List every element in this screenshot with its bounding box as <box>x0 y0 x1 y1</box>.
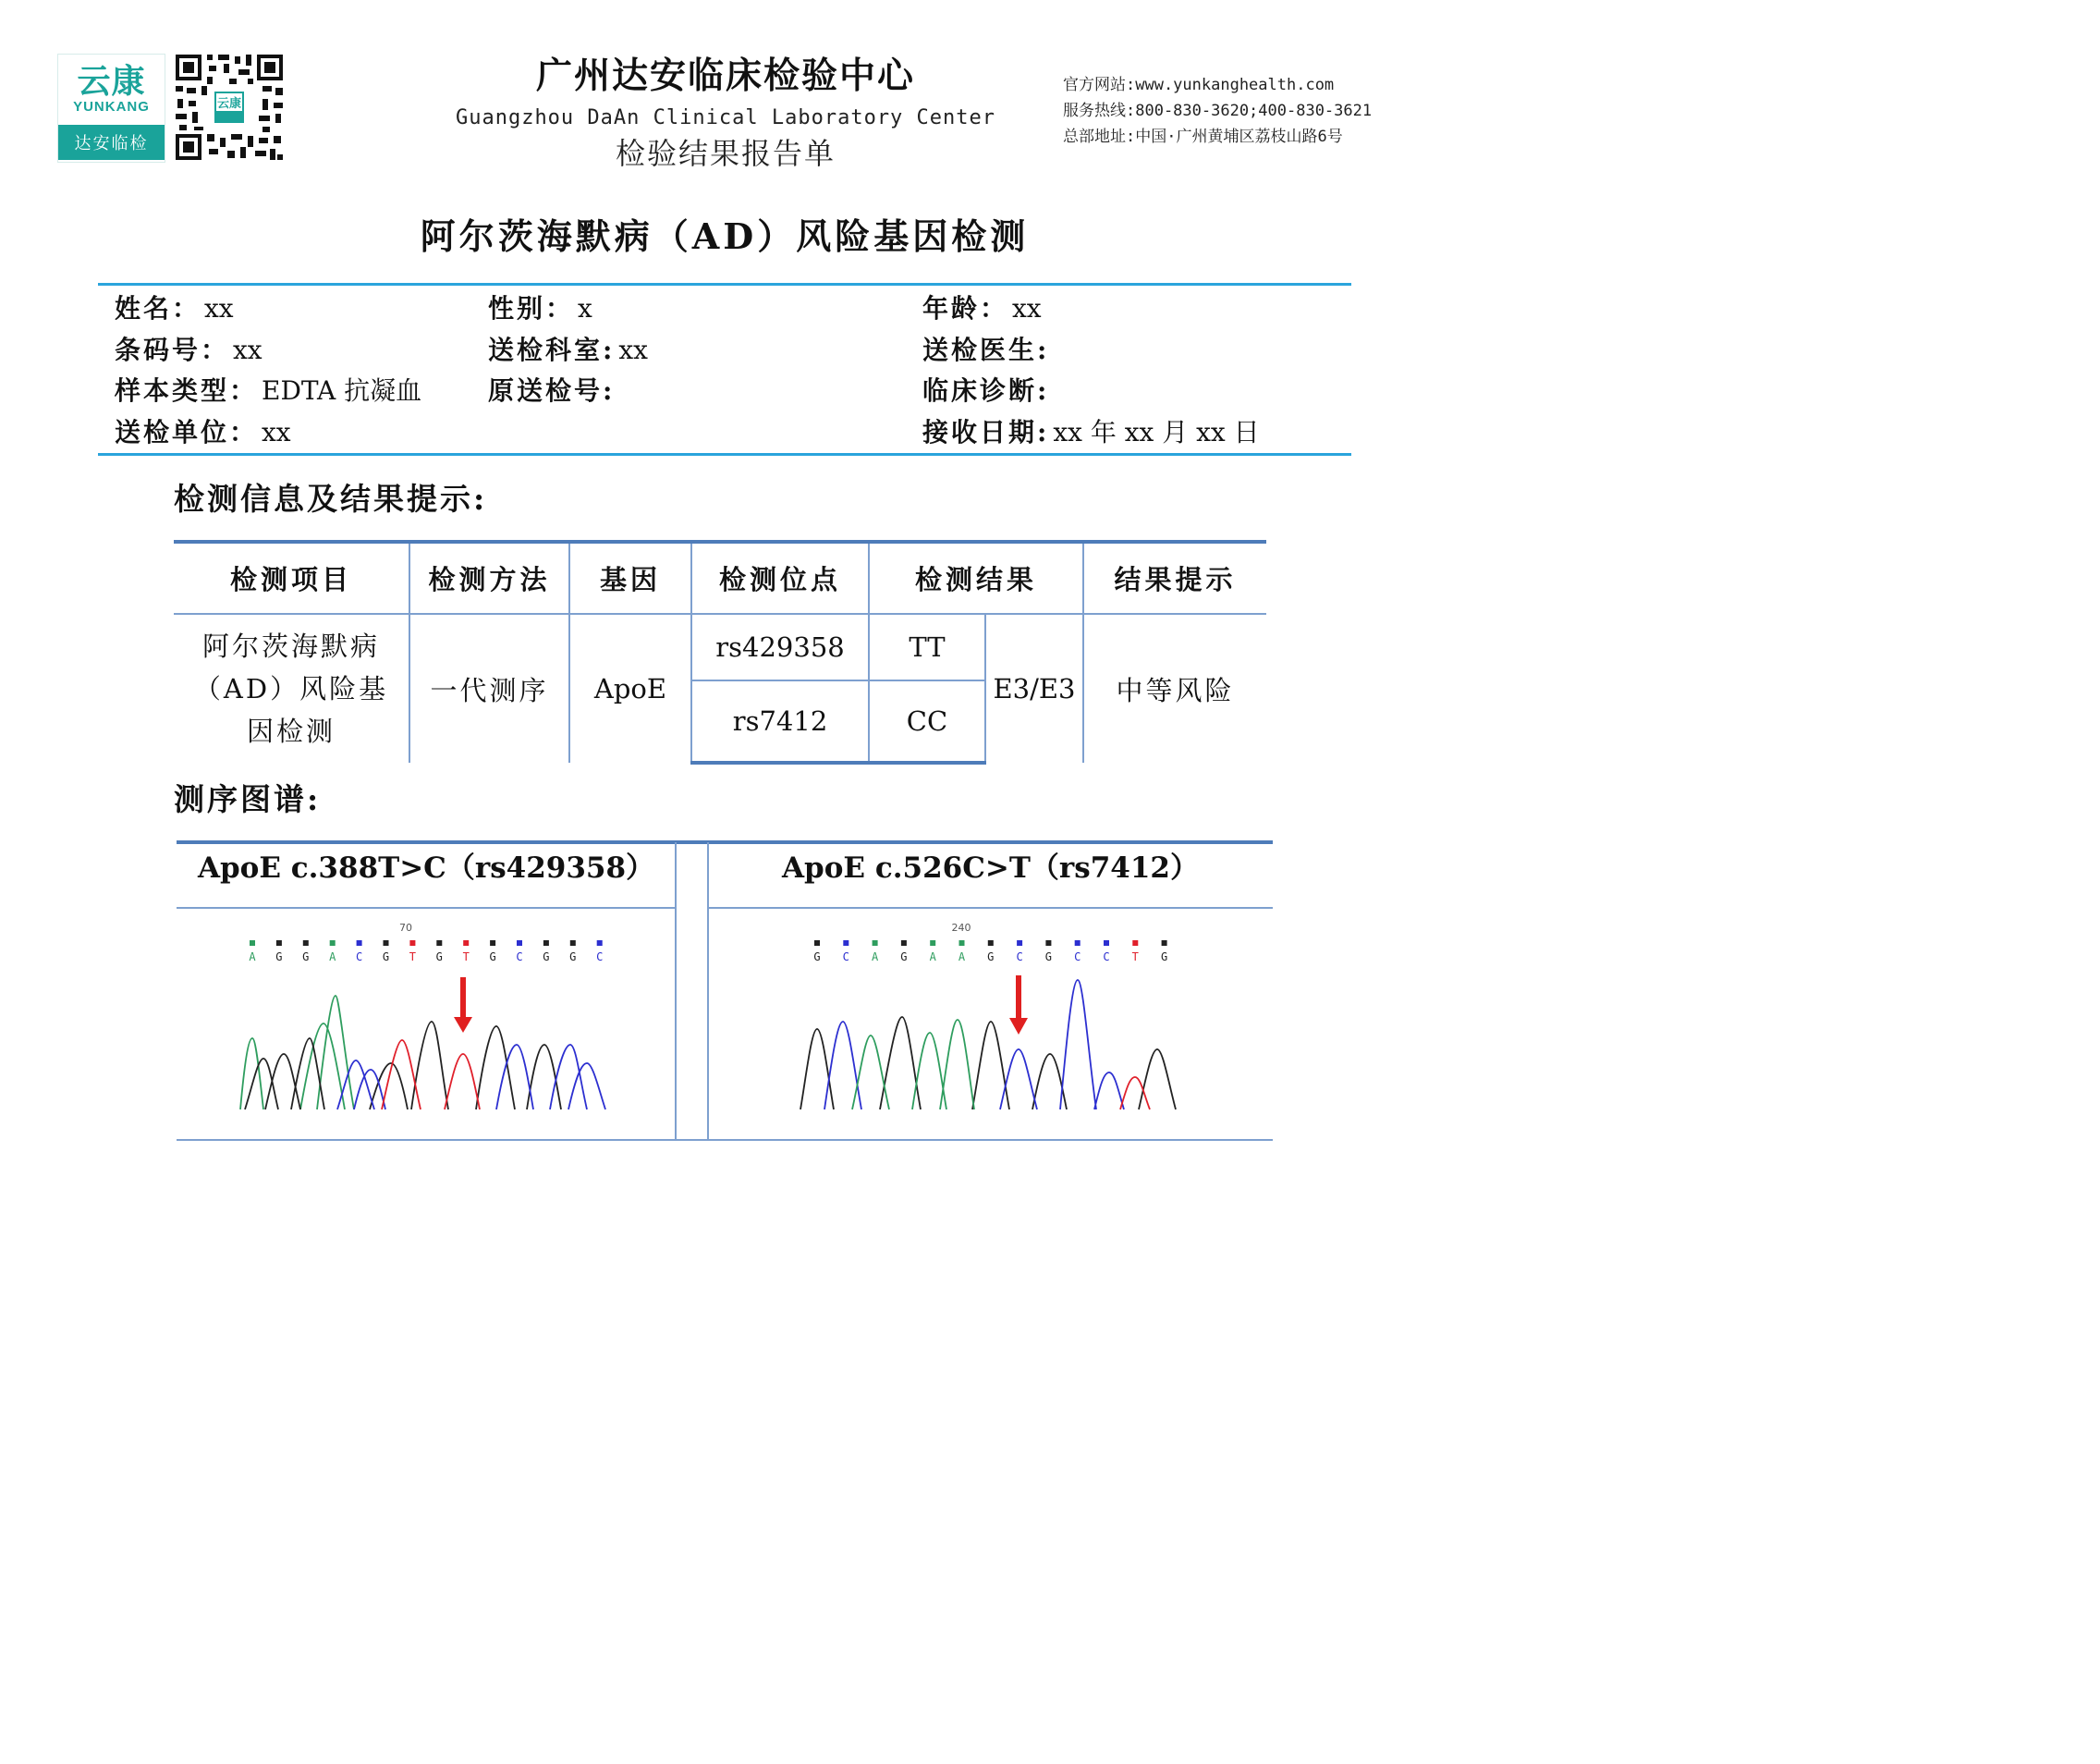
base-marker <box>930 940 935 946</box>
base-marker <box>543 940 549 946</box>
hotline-text: 服务热线:800-830-3620;400-830-3621 <box>1063 102 1373 120</box>
base-letter: A <box>871 950 879 963</box>
info-unit <box>115 414 291 451</box>
seq-right-title: ApoE c.526C>T（rs7412） <box>782 851 1199 885</box>
base-marker <box>1045 940 1051 946</box>
seq-table-bottom-rule <box>177 1139 1273 1141</box>
base-letter: T <box>1131 950 1139 963</box>
base-marker <box>384 940 389 946</box>
cell-site-2: rs7412 <box>691 680 869 763</box>
base-letter: G <box>1160 950 1168 963</box>
base-marker <box>490 940 495 946</box>
base-letter: C <box>516 950 523 963</box>
dept-label: 送检科室: <box>488 335 616 365</box>
base-marker <box>597 940 603 946</box>
base-letter: T <box>409 950 417 963</box>
results-section-title: 检测信息及结果提示: <box>174 481 488 517</box>
info-bottom-rule <box>98 453 1351 456</box>
header-gene: 基因 <box>569 542 691 614</box>
cell-hint: 中等风险 <box>1083 614 1266 763</box>
dept-value: xx <box>618 335 648 365</box>
info-age <box>922 290 1042 327</box>
base-marker <box>873 940 878 946</box>
base-letter: A <box>249 950 256 963</box>
chromatogram-rs429358 <box>236 920 624 1119</box>
table-row <box>174 614 1266 680</box>
trace-blue <box>337 1045 605 1109</box>
cell-gene: ApoE <box>569 614 691 763</box>
base-letter: G <box>987 950 995 963</box>
center-name-cn: 广州达安临床检验中心 <box>535 55 915 97</box>
base-letter: C <box>842 950 849 963</box>
base-marker <box>517 940 522 946</box>
base-letter: G <box>543 950 550 963</box>
red-arrow-icon <box>454 977 472 1033</box>
base-marker <box>988 940 994 946</box>
base-marker <box>843 940 849 946</box>
cell-item <box>174 614 409 763</box>
sex-value: x <box>578 293 592 324</box>
qr-badge-text: 云康 <box>216 97 242 111</box>
base-letter: G <box>302 950 310 963</box>
trace-black <box>245 1022 561 1109</box>
logo-en-text: YUNKANG <box>73 99 150 115</box>
header-hint: 结果提示 <box>1083 542 1266 614</box>
sample-value: EDTA 抗凝血 <box>262 375 422 406</box>
base-letter: G <box>382 950 390 963</box>
barcode-value: xx <box>233 335 262 365</box>
position-label: 240 <box>951 922 971 934</box>
base-letter: A <box>329 950 336 963</box>
cell-site-1: rs429358 <box>691 614 869 680</box>
base-marker <box>1162 940 1167 946</box>
doctor-label: 送检医生: <box>922 335 1050 365</box>
base-marker <box>357 940 362 946</box>
cell-genotype: E3/E3 <box>985 614 1083 763</box>
results-header-row <box>174 542 1266 614</box>
info-sample <box>115 373 421 410</box>
base-calls <box>813 940 1167 963</box>
info-diagnosis <box>922 373 1053 410</box>
item-line: （AD）风险基 <box>193 673 389 704</box>
cell-method: 一代测序 <box>409 614 569 763</box>
base-letter: G <box>275 950 283 963</box>
base-marker <box>1104 940 1109 946</box>
seq-left-title: ApoE c.388T>C（rs429358） <box>197 851 655 885</box>
base-marker <box>303 940 309 946</box>
base-letter: G <box>1044 950 1053 963</box>
item-line: 阿尔茨海默病 <box>201 631 380 662</box>
age-value: xx <box>1012 293 1042 324</box>
barcode-label: 条码号： <box>115 335 230 365</box>
name-value: xx <box>204 293 234 324</box>
date-label: 接收日期: <box>922 417 1050 447</box>
sample-label: 样本类型： <box>115 375 259 406</box>
red-arrow-icon <box>1009 975 1028 1035</box>
base-letter: G <box>900 950 908 963</box>
info-barcode <box>115 332 262 369</box>
unit-value: xx <box>262 417 291 447</box>
base-marker <box>409 940 415 946</box>
info-name <box>115 290 234 327</box>
logo-sub-text: 达安临检 <box>58 125 165 160</box>
name-label: 姓名： <box>115 293 201 324</box>
info-sex <box>488 290 592 327</box>
seq-table-top-rule <box>177 840 1273 844</box>
cell-site-1-result: TT <box>869 614 985 680</box>
header-item: 检测项目 <box>174 542 409 614</box>
base-marker <box>436 940 442 946</box>
base-letter: C <box>1074 950 1081 963</box>
header-method: 检测方法 <box>409 542 569 614</box>
base-marker <box>463 940 469 946</box>
base-letter: G <box>435 950 443 963</box>
info-orig-no <box>488 373 618 410</box>
trace-red <box>382 1040 480 1109</box>
item-line: 因检测 <box>246 716 336 747</box>
qr-code-icon <box>174 53 285 162</box>
info-doctor <box>922 332 1053 369</box>
diagnosis-label: 临床诊断: <box>922 375 1050 406</box>
base-letter: C <box>1016 950 1023 963</box>
seq-left-header-rule <box>177 907 676 909</box>
website-text: 官方网站:www.yunkanghealth.com <box>1063 76 1335 94</box>
base-letter: G <box>569 950 577 963</box>
base-marker <box>276 940 282 946</box>
position-label: 70 <box>399 922 412 934</box>
base-marker <box>814 940 820 946</box>
seq-right-header-rule <box>708 907 1273 909</box>
address-text: 总部地址:中国·广州黄埔区荔枝山路6号 <box>1063 128 1343 146</box>
cell-site-2-result: CC <box>869 680 985 763</box>
base-letter: A <box>929 950 936 963</box>
trace-blue <box>824 980 1124 1109</box>
results-table <box>174 540 1266 765</box>
logo-cn-text: 云康 <box>77 63 146 101</box>
unit-label: 送检单位： <box>115 417 259 447</box>
center-name-en: Guangzhou DaAn Clinical Laboratory Center <box>455 106 996 129</box>
base-marker <box>250 940 255 946</box>
base-marker <box>959 940 965 946</box>
base-letter: T <box>462 950 470 963</box>
base-letter: C <box>596 950 604 963</box>
sex-label: 性别： <box>488 293 575 324</box>
age-label: 年龄： <box>922 293 1009 324</box>
report-type: 检验结果报告单 <box>615 136 836 171</box>
chromatogram-rs7412 <box>797 920 1185 1119</box>
base-letter: C <box>1103 950 1110 963</box>
base-letter: C <box>355 950 363 963</box>
report-title: 阿尔茨海默病（AD）风险基因检测 <box>420 215 1030 257</box>
company-logo <box>57 54 165 163</box>
base-marker <box>330 940 336 946</box>
base-marker <box>1075 940 1081 946</box>
base-marker <box>1132 940 1138 946</box>
contact-block <box>1063 72 1442 150</box>
base-marker <box>570 940 576 946</box>
sequencing-section-title: 测序图谱: <box>174 781 322 817</box>
base-letter: G <box>813 950 821 963</box>
header-result: 检测结果 <box>869 542 1083 614</box>
orig-no-label: 原送检号: <box>488 375 616 406</box>
info-dept <box>488 332 648 369</box>
base-letter: G <box>489 950 496 963</box>
date-value: xx 年 xx 月 xx 日 <box>1053 417 1260 447</box>
info-top-rule <box>98 283 1351 286</box>
info-date <box>922 414 1260 451</box>
base-calls <box>249 940 603 963</box>
base-letter: A <box>958 950 966 963</box>
base-marker <box>1017 940 1022 946</box>
base-marker <box>901 940 907 946</box>
header-site: 检测位点 <box>691 542 869 614</box>
